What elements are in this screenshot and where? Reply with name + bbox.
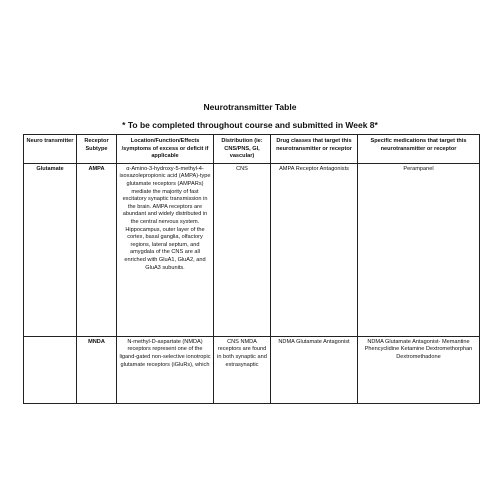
document-subtitle: * To be completed throughout course and submitted in Week 8* xyxy=(122,120,378,130)
table-row xyxy=(24,163,480,336)
document-title: Neurotransmitter Table xyxy=(203,102,297,112)
cell-distribution-text: CNS NMDA receptors are found in both synaptic and extrasynaptic xyxy=(217,338,267,368)
cell-medications: Perampanel xyxy=(358,163,480,336)
cell-distribution: CNS xyxy=(214,163,271,336)
header-location: Location/Function/Effects /symptoms of excess or deficit if applicable xyxy=(117,135,214,164)
cell-subtype: MNDA xyxy=(77,336,117,403)
cell-drug-classes: AMPA Receptor Antagonists xyxy=(271,163,358,336)
cell-location: α-Amino-3-hydroxy-5-methyl-4-isoxazolepropionic acid (AMPA)-type glutamate receptors (AMPARs) mediate the majority of fast excitatory synaptic transmission in the brain. AMPA receptors are abundant and widely distributed in the central nervous system. Hippocampus, outer layer of the cortex, basal ganglia, olfactory regions, lateral septum, and amygdala of the CNS are all enriched with GluA1, GluA2, and GluA3 subunits. xyxy=(117,163,214,336)
cell-neurotransmitter: Glutamate xyxy=(24,163,77,336)
header-receptor-subtype: Receptor Subtype xyxy=(77,135,117,164)
cell-neurotransmitter xyxy=(24,336,77,403)
header-medications: Specific medications that target this neurotransmitter or receptor xyxy=(358,135,480,164)
cell-distribution xyxy=(214,336,271,403)
header-drug-classes: Drug classes that target this neurotransmitter or receptor xyxy=(271,135,358,164)
table-header-row xyxy=(24,135,480,164)
table-row xyxy=(24,336,480,403)
cell-medications: NDMA Glutamate Antagonist- Memantine Phencyclidine Ketamine Dextromethorphan Dextromethadone xyxy=(358,336,480,403)
cell-location xyxy=(117,336,214,403)
neurotransmitter-table xyxy=(23,134,480,404)
header-distribution: Distribution (ie: CNS/PNS, GI, vascular) xyxy=(214,135,271,164)
header-neurotransmitter: Neuro transmitter xyxy=(24,135,77,164)
cell-location-text: N-methyl-D-aspartate (NMDA) receptors represent one of the ligand-gated non-selective ionotropic glutamate receptors (iGluRs), which xyxy=(119,338,211,368)
cell-subtype: AMPA xyxy=(77,163,117,336)
cell-drug-classes: NDMA Glutamate Antagonist xyxy=(271,336,358,403)
